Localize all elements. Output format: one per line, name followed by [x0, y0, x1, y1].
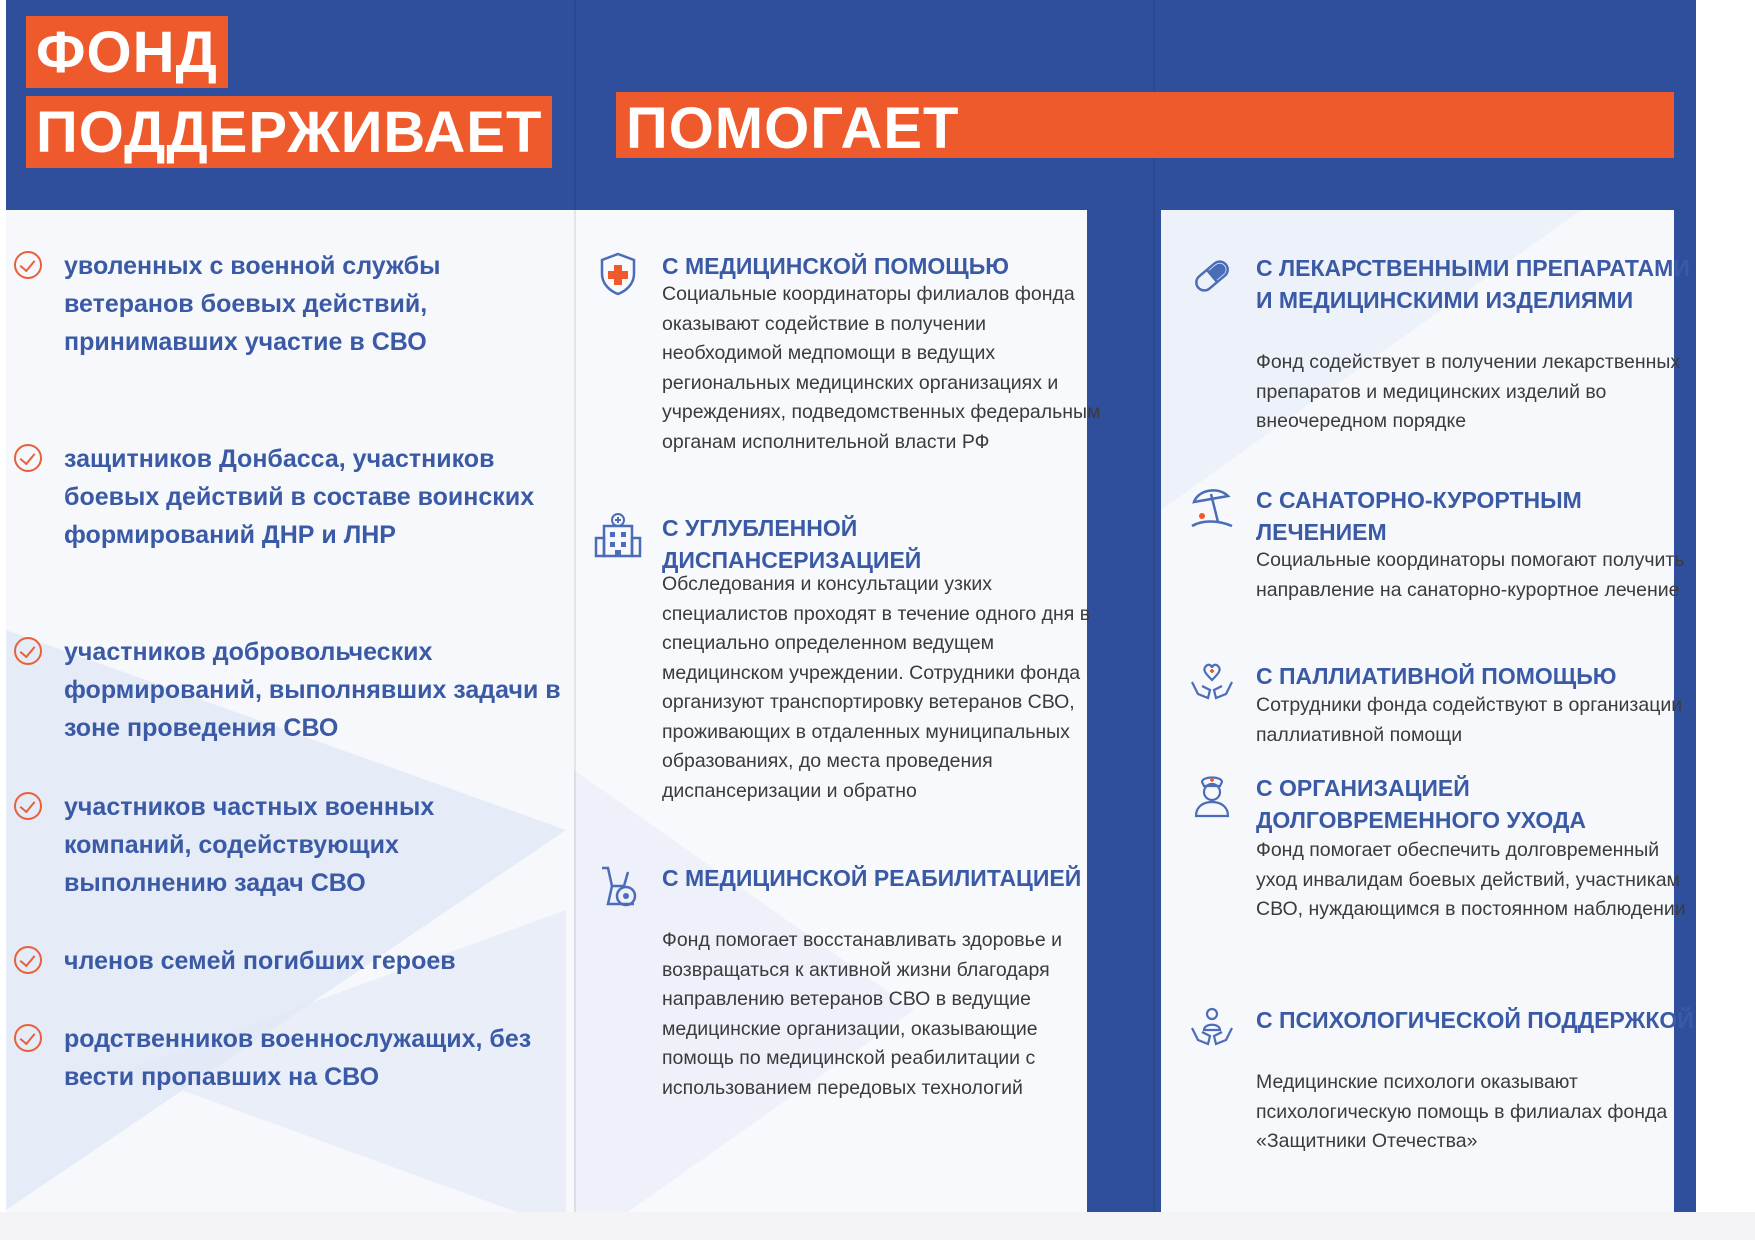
service-title: С МЕДИЦИНСКОЙ РЕАБИЛИТАЦИЕЙ	[662, 865, 1082, 891]
service-description: Сотрудники фонда содействуют в организации паллиативной помощи	[1256, 694, 1683, 746]
service-title: С ОРГАНИЗАЦИЕЙ ДОЛГОВРЕМЕННОГО УХОДА	[1256, 775, 1587, 833]
fold-line	[574, 0, 576, 1212]
list-item	[6, 788, 566, 908]
list-item	[6, 440, 566, 560]
nurse-icon	[1188, 772, 1236, 820]
service-title: С ПСИХОЛОГИЧЕСКОЙ ПОДДЕРЖКОЙ	[1256, 1007, 1694, 1033]
check-circle-icon	[14, 637, 42, 665]
service-checkup	[594, 512, 1091, 842]
check-circle-icon	[14, 251, 42, 279]
list-item	[6, 247, 566, 367]
service-long-term-care	[1188, 772, 1686, 972]
headline-supports: ПОДДЕРЖИВАЕТ	[26, 96, 552, 168]
service-description: Медицинские психологи оказывают психологическую помощь в филиалах фонда «Защитники Отечества»	[1256, 1071, 1668, 1152]
list-item-text: родственников военнослужащих, без вести пропавших на СВО	[64, 1025, 532, 1091]
person-hands-icon	[1188, 1004, 1236, 1052]
service-title: С ПАЛЛИАТИВНОЙ ПОМОЩЬЮ	[1256, 663, 1617, 689]
fold-line	[1153, 0, 1155, 1212]
list-item-text: участников добровольческих формирований, выполнявших задачи в зоне проведения СВО	[64, 638, 561, 742]
service-palliative	[1188, 660, 1683, 760]
check-circle-icon	[14, 444, 42, 472]
service-sanatorium	[1188, 484, 1685, 644]
service-medicines	[1188, 252, 1690, 462]
scan-margin	[0, 1212, 1755, 1240]
service-rehabilitation	[594, 862, 1084, 1162]
list-item	[6, 1020, 566, 1100]
service-description: Фонд помогает обеспечить долговременный уход инвалидам боевых действий, участникам СВО, нуждающимся в постоянном наблюдении	[1256, 839, 1686, 920]
service-description: Фонд помогает восстанавливать здоровье и возвращаться к активной жизни благодаря направлению ветеранов СВО в ведущие медицинские организации, оказывающие помощь по медицинской реабилитации с использованием передовых технологий	[662, 929, 1062, 1099]
service-description: Социальные координаторы помогают получить направление на санаторно-курортное лечение	[1256, 549, 1685, 601]
list-item	[6, 942, 566, 982]
exercise-bike-icon	[594, 862, 642, 910]
service-description: Фонд содействует в получении лекарственных препаратов и медицинских изделий во внеочередном порядке	[1256, 351, 1681, 432]
service-title: С УГЛУБЛЕННОЙ ДИСПАНСЕРИЗАЦИЕЙ	[662, 515, 922, 573]
service-description: Обследования и консультации узких специалистов проходят в течение одного дня в специально определенном ведущем медицинском учреждении. Сотрудники фонда организуют транспортировку ветеранов СВО, проживающих в отдаленных муниципальных образованиях, до места проведения диспансеризации и обратно	[662, 573, 1091, 802]
caring-hands-icon	[1188, 660, 1236, 708]
check-circle-icon	[14, 792, 42, 820]
brochure-spread	[6, 0, 1696, 1212]
headline-fund: ФОНД	[26, 16, 228, 88]
list-item	[6, 633, 566, 753]
service-title: С МЕДИЦИНСКОЙ ПОМОЩЬЮ	[662, 253, 1009, 279]
shield-cross-icon	[594, 250, 642, 298]
check-circle-icon	[14, 1024, 42, 1052]
service-medical-help	[594, 250, 1101, 490]
list-item-text: защитников Донбасса, участников боевых действий в составе воинских формирований ДНР и ЛНР	[64, 445, 535, 549]
beach-umbrella-icon	[1188, 484, 1236, 532]
pill-icon	[1188, 252, 1236, 300]
service-title: С САНАТОРНО-КУРОРТНЫМ ЛЕЧЕНИЕМ	[1256, 487, 1582, 545]
list-item-text: участников частных военных компаний, содействующих выполнению задач СВО	[64, 793, 435, 897]
service-title: С ЛЕКАРСТВЕННЫМИ ПРЕПАРАТАМИ И МЕДИЦИНСКИМИ ИЗДЕЛИЯМИ	[1256, 255, 1690, 313]
list-item-text: членов семей погибших героев	[64, 947, 456, 975]
list-item-text: уволенных с военной службы ветеранов боевых действий, принимавших участие в СВО	[64, 252, 441, 356]
service-psychological	[1188, 1004, 1694, 1164]
service-description: Социальные координаторы филиалов фонда оказывают содействие в получении необходимой медпомощи в ведущих региональных медицинских организациях и учреждениях, подведомственных федеральным органам исполнительной власти РФ	[662, 283, 1101, 453]
hospital-icon	[594, 512, 642, 560]
headline-helps: ПОМОГАЕТ	[626, 96, 960, 161]
check-circle-icon	[14, 946, 42, 974]
